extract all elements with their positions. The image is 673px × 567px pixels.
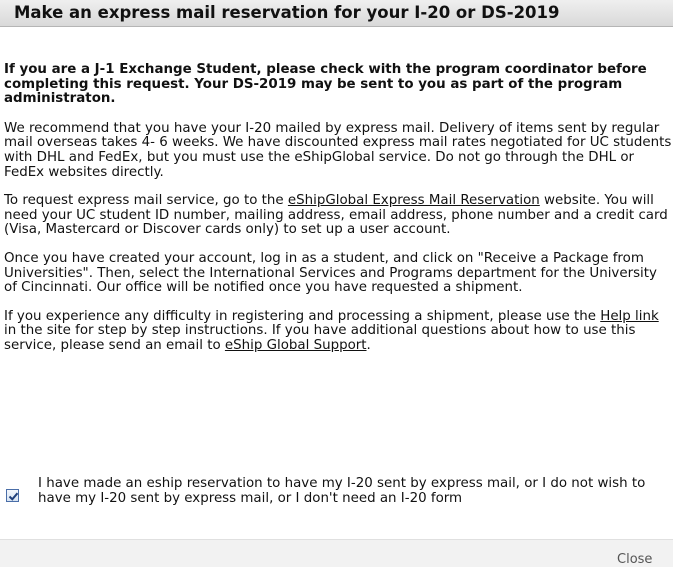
- request-text-before: To request express mail service, go to the: [4, 193, 288, 209]
- help-text-before: If you experience any difficulty in registering and processing a shipment, please use the: [4, 308, 601, 324]
- eshipglobal-reservation-link[interactable]: eShipGlobal Express Mail Reservation: [287, 193, 540, 209]
- close-button[interactable]: Close: [617, 552, 653, 567]
- request-text-after: website. You will need your UC student ID number, mailing address, email address, phone number and a credit card (Visa, Mastercard or Discover cards only) to set up a user account.: [4, 193, 668, 238]
- acknowledgement-checkbox[interactable]: [6, 489, 19, 502]
- help-instructions: [4, 310, 672, 354]
- acknowledgement-label: I have made an eship reservation to have my I-20 sent by express mail, or I do not wish to have my I-20 sent by express mail, or I don't need an I-20 form: [38, 476, 646, 507]
- acknowledgement-row: [4, 476, 672, 526]
- help-text-after: .: [366, 337, 371, 353]
- express-mail-recommendation: We recommend that you have your I-20 mailed by express mail. Delivery of items sent by regular mail overseas takes 4- 6 weeks. We have discounted express mail rates negotiated for UC students with DHL and FedEx, but you must use the eShipGlobal service. Do not go through the DHL or FedEx websites directly.: [4, 120, 672, 180]
- dialog-title-bar[interactable]: [0, 0, 673, 27]
- check-mark-icon: [8, 491, 19, 502]
- request-instructions: [4, 194, 672, 238]
- exchange-student-notice: If you are a J-1 Exchange Student, please check with the program coordinator before completing this request. Your DS-2019 may be sent to you as part of the program administraton.: [4, 62, 647, 107]
- eship-global-support-link[interactable]: eShip Global Support: [224, 337, 367, 353]
- account-instructions: Once you have created your account, log in as a student, and click on "Receive a Package from Universities". Then, select the International Services and Programs department for the University of Cincinnati. Our office will be notified once you have requested a shipment.: [4, 250, 657, 296]
- dialog-footer: [0, 539, 673, 567]
- help-text-middle: in the site for step by step instructions. If you have additional questions about how to use this service, please send an email to: [4, 323, 636, 353]
- help-link[interactable]: Help link: [600, 308, 659, 324]
- dialog-content: [4, 63, 672, 368]
- dialog-title: Make an express mail reservation for your I-20 or DS-2019: [14, 3, 560, 22]
